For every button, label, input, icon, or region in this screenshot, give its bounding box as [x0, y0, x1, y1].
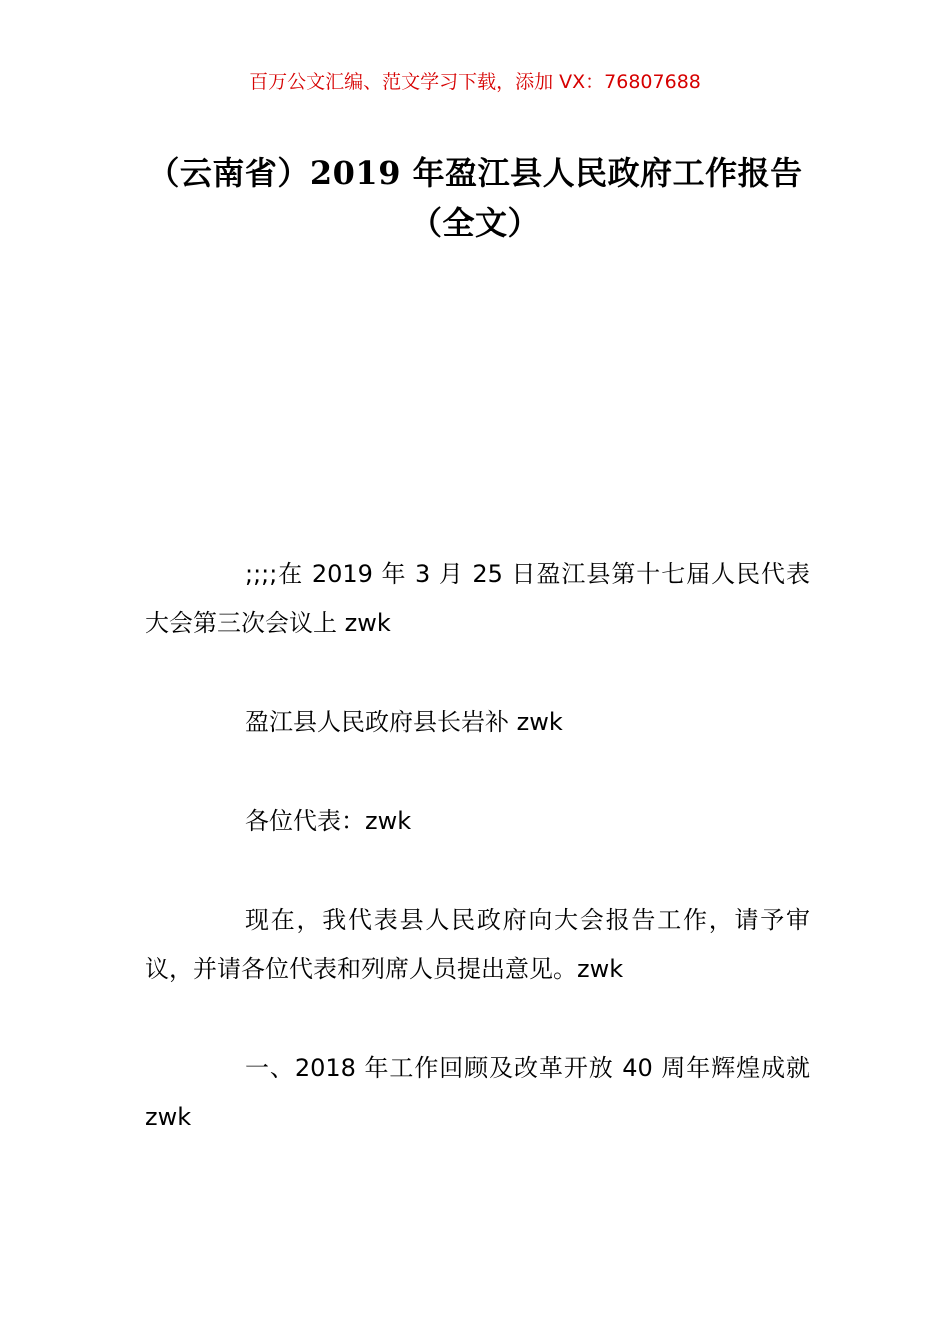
header-promo-note: 百万公文汇编、范文学习下载，添加 VX：76807688 — [249, 71, 701, 93]
paragraph-section-heading: 一、2018 年工作回顾及改革开放 40 周年辉煌成就 zwk — [145, 1054, 810, 1131]
paragraph-meeting-info: ;;;;在 2019 年 3 月 25 日盈江县第十七届人民代表大会第三次会议上 zwk — [145, 560, 810, 637]
document-title: （云南省）2019 年盈江县人民政府工作报告（全文） — [147, 154, 803, 242]
paragraph-speaker: 盈江县人民政府县长岩补 zwk — [245, 708, 563, 736]
document-body — [145, 550, 810, 1192]
paragraph-salutation: 各位代表：zwk — [245, 807, 412, 835]
paragraph-intro: 现在，我代表县人民政府向大会报告工作，请予审议，并请各位代表和列席人员提出意见。zwk — [145, 906, 810, 983]
